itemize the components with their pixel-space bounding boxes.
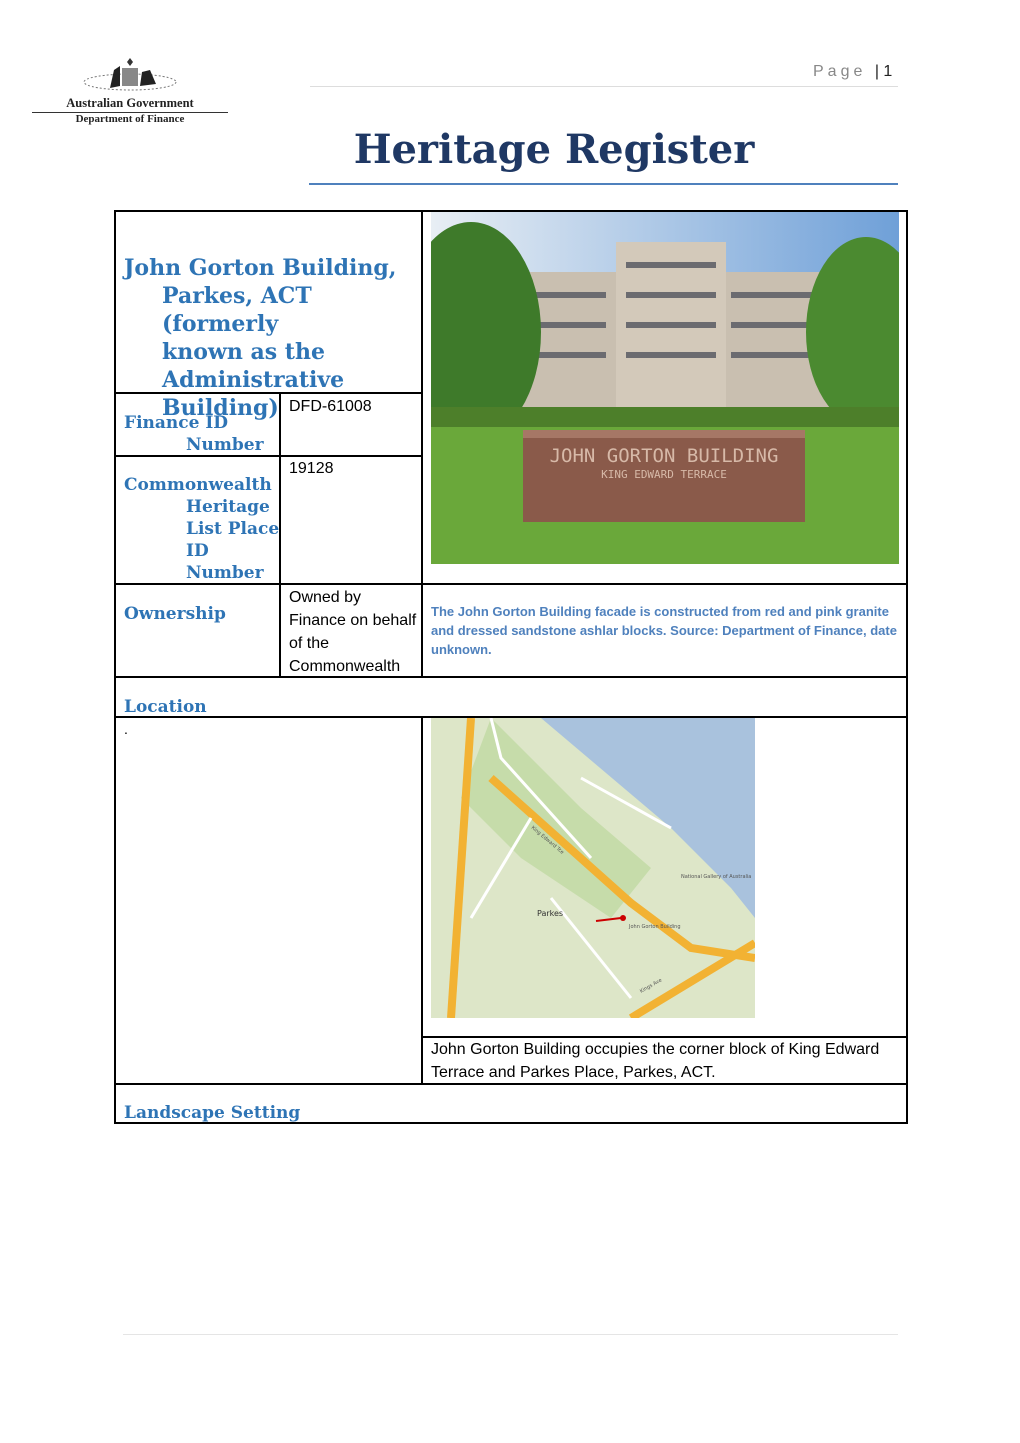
map-label-npg: National Gallery of Australia [681,874,752,880]
footer-rule [123,1334,898,1335]
map-label-parkes: Parkes [537,909,564,918]
page-number: Page | 1 [813,63,893,80]
ownership-value: Owned by Finance on behalf of the Commonwealth [289,589,417,675]
ownership-label: Ownership [124,604,226,624]
title-rule [309,183,898,185]
building-photo [431,212,899,564]
landscape-setting-label: Landscape Setting [124,1103,301,1123]
finance-id-value: DFD-61008 [289,398,372,415]
map-label-ket: King Edward Tce [529,824,565,856]
government-logo [30,58,230,125]
page-title: Heritage Register [353,126,755,173]
location-text: . [124,721,128,737]
location-label: Location [124,697,207,717]
location-map [431,718,755,1018]
map-caption: John Gorton Building occupies the corner block of King Edward Terrace and Parkes Place, Parkes, ACT. [431,1041,880,1081]
logo-line-1: Australian Government [32,96,228,113]
map-label-jgb: John Gorton Building [629,924,681,930]
chl-id-label: Commonwealth Heritage List Place ID Number [124,475,280,583]
map-label-kings-ave: Kings Ave [639,977,664,995]
chl-id-value: 19128 [289,460,334,477]
coat-of-arms-icon [80,58,180,96]
logo-line-2: Department of Finance [75,113,185,125]
sign-line-2: KING EDWARD TERRACE [601,468,727,481]
finance-id-label: Finance ID Number [124,413,264,455]
header-rule [310,86,898,87]
photo-caption: The John Gorton Building facade is constructed from red and pink granite and dressed sandstone ashlar blocks. Source: Department of Finance, date unknown. [431,604,897,657]
property-name: John Gorton Building, Parkes, ACT (formerly known as the Administrative Building) [124,255,397,421]
sign-line-1: JOHN GORTON BUILDING [549,445,779,467]
